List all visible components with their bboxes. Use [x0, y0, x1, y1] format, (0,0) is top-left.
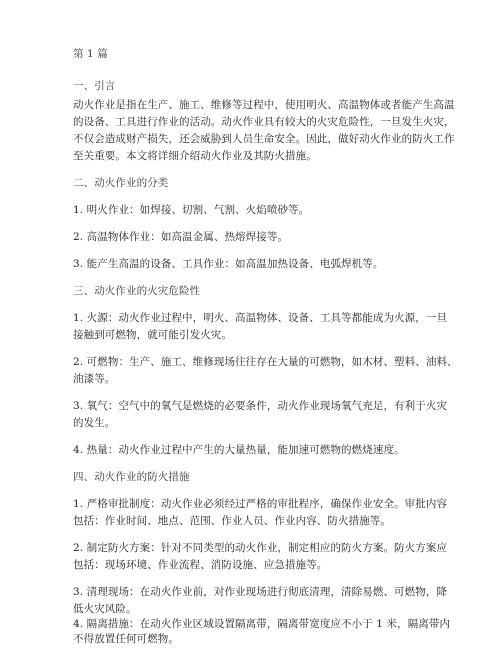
section-heading: 四、动火作业的防火措施 — [73, 471, 190, 483]
list-item-continuation: 低火灾风险。 — [73, 603, 137, 615]
list-item: 3. 氧气：空气中的氧气是燃烧的必要条件，动火作业现场氧气充足，有利于火灾 — [73, 400, 448, 412]
list-item-continuation: 不得放置任何可燃物。 — [73, 633, 179, 645]
paragraph-line: 不仅会造成财产损失，还会威胁到人员生命安全。因此，做好动火作业的防火工作 — [73, 133, 455, 145]
list-item: 2. 可燃物：生产、施工、维修现场往往存在大量的可燃物，如木材、塑料、油料、 — [73, 356, 458, 368]
paragraph-line: 至关重要。本文将详细介绍动火作业及其防火措施。 — [73, 150, 317, 162]
paragraph-line: 的设备、工具进行作业的活动。动火作业具有较大的火灾危险性，一旦发生火灾， — [73, 116, 455, 128]
list-item-continuation: 包括：现场环境、作业流程、消防设施、应急措施等。 — [73, 559, 328, 571]
section-heading: 三、动火作业的火灾危险性 — [73, 285, 201, 297]
list-item: 3. 清理现场：在动火作业前，对作业现场进行彻底清理，清除易燃、可燃物，降 — [73, 586, 448, 598]
list-item: 3. 能产生高温的设备、工具作业：如高温加热设备、电弧焊机等。 — [73, 258, 384, 270]
list-item-continuation: 的发生。 — [73, 417, 116, 429]
list-item: 1. 严格审批制度：动火作业必须经过严格的审批程序，确保作业安全。审批内容 — [73, 498, 448, 510]
list-item: 1. 明火作业：如焊接、切割、气割、火焰喷砂等。 — [73, 204, 310, 216]
list-item: 2. 制定防火方案：针对不同类型的动火作业，制定相应的防火方案。防火方案应 — [73, 542, 448, 554]
list-item-continuation: 接触到可燃物，就可能引发火灾。 — [73, 329, 232, 341]
section-heading: 一、引言 — [73, 80, 116, 92]
section-heading: 二、动火作业的分类 — [73, 177, 169, 189]
list-item-continuation: 油漆等。 — [73, 373, 116, 385]
list-item: 2. 高温物体作业：如高温金属、热熔焊接等。 — [73, 231, 289, 243]
list-item: 1. 火源：动火作业过程中，明火、高温物体、设备、工具等都能成为火源，一旦 — [73, 312, 448, 324]
list-item: 4. 热量：动火作业过程中产生的大量热量，能加速可燃物的燃烧速度。 — [73, 444, 405, 456]
paragraph-line: 动火作业是指在生产、施工、维修等过程中，使用明火、高温物体或者能产生高温 — [73, 99, 455, 111]
list-item-continuation: 包括：作业时间、地点、范围、作业人员、作业内容、防火措施等。 — [73, 515, 391, 527]
list-item: 4. 隔离措施：在动火作业区域设置隔离带，隔离带宽度应不小于 1 米，隔离带内 — [73, 618, 451, 630]
page-label: 第 1 篇 — [73, 48, 108, 60]
